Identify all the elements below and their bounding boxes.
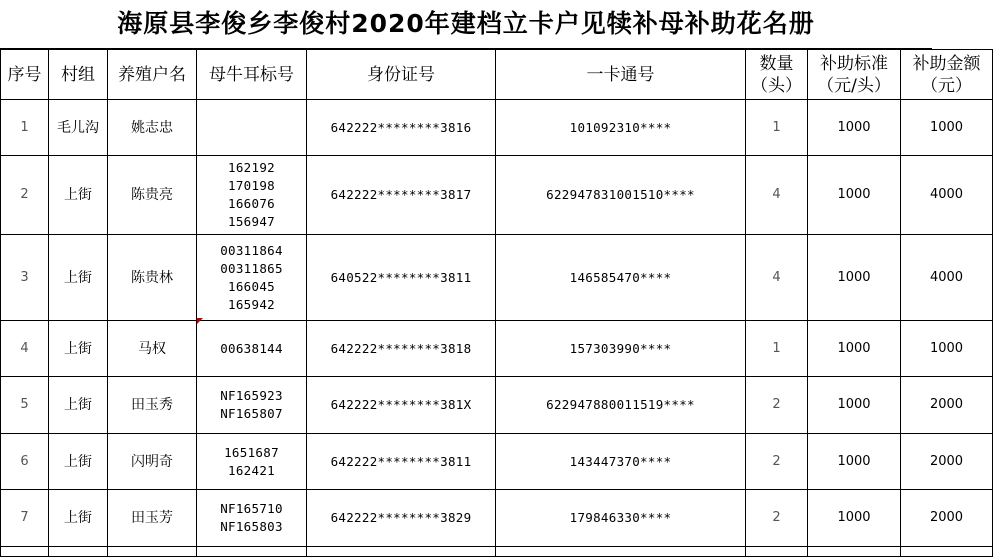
cell-seq[interactable]: 5 [1,377,49,434]
eartag-number: NF165710 [220,501,283,516]
cell-group[interactable]: 上街 [49,156,108,235]
header-amount-line1: 补助金额 [912,53,981,74]
cell-farmer[interactable]: 田玉秀 [108,377,197,434]
eartag-number: 1651687 [224,444,279,460]
cell-empty[interactable] [49,547,108,557]
cell-amount[interactable]: 2000 [901,490,993,547]
cell-eartag[interactable] [197,490,307,547]
table-body [1,100,993,557]
cell-idcard[interactable]: 640522********3811 [307,235,496,321]
header-eartag: 母牛耳标号 [197,50,307,100]
sheet-title: 海原县李俊乡李俊村2020年建档立卡户见犊补母补助花名册 [0,0,932,49]
cell-idcard[interactable]: 642222********3829 [307,490,496,547]
eartag-number: 166045 [228,278,275,294]
cell-amount[interactable]: 2000 [901,434,993,490]
cell-qty[interactable]: 1 [746,100,808,156]
header-std-line2: （元/头） [817,75,891,96]
eartag-number: 156947 [228,214,275,229]
cell-qty[interactable]: 2 [746,434,808,490]
cell-idcard[interactable]: 642222********3811 [307,434,496,490]
cell-eartag[interactable] [197,377,307,434]
cell-idcard[interactable]: 642222********3818 [307,321,496,377]
table-row [1,434,993,490]
table-row [1,377,993,434]
cell-idcard[interactable]: 642222********3817 [307,156,496,235]
cell-qty[interactable]: 4 [746,235,808,321]
cell-seq[interactable]: 1 [1,100,49,156]
cell-group[interactable]: 上街 [49,434,108,490]
eartag-number: 00638144 [220,340,283,356]
header-qty [746,50,808,100]
cell-farmer[interactable]: 陈贵林 [108,235,197,321]
table-row [1,100,993,156]
eartag-number: NF165923 [220,388,283,403]
cell-amount[interactable]: 4000 [901,235,993,321]
cell-qty[interactable]: 2 [746,377,808,434]
cell-qty[interactable]: 4 [746,156,808,235]
cell-qty[interactable]: 1 [746,321,808,377]
eartag-number: 00311864 [220,242,283,258]
cell-amount[interactable]: 2000 [901,377,993,434]
cell-eartag[interactable] [197,235,307,321]
header-card: 一卡通号 [496,50,746,100]
cell-idcard[interactable]: 642222********3816 [307,100,496,156]
header-row [1,50,993,100]
cell-std[interactable]: 1000 [808,377,901,434]
comment-marker-icon[interactable] [197,318,203,324]
cell-qty[interactable]: 2 [746,490,808,547]
cell-card[interactable]: 622947880011519**** [496,377,746,434]
cell-farmer[interactable]: 姚志忠 [108,100,197,156]
cell-card[interactable]: 179846330**** [496,490,746,547]
cell-std[interactable]: 1000 [808,156,901,235]
cell-eartag[interactable] [197,434,307,490]
cell-std[interactable]: 1000 [808,235,901,321]
header-std-line1: 补助标准 [820,53,888,74]
header-amount-line2: （元） [921,75,972,96]
cell-group[interactable]: 上街 [49,321,108,377]
cell-empty[interactable] [746,547,808,557]
cell-std[interactable]: 1000 [808,490,901,547]
cell-farmer[interactable]: 闪明奇 [108,434,197,490]
cell-empty[interactable] [808,547,901,557]
cell-empty[interactable] [496,547,746,557]
cell-card[interactable]: 101092310**** [496,100,746,156]
eartag-number: NF165803 [220,519,283,534]
table-row [1,321,993,377]
eartag-number: NF165807 [220,406,283,421]
header-std [808,50,901,100]
cell-seq[interactable]: 4 [1,321,49,377]
header-qty-line2: （头） [751,75,802,96]
cell-seq[interactable]: 7 [1,490,49,547]
cell-farmer[interactable]: 陈贵亮 [108,156,197,235]
cell-group[interactable]: 上街 [49,377,108,434]
header-amount [901,50,993,100]
table-row [1,235,993,321]
cell-std[interactable]: 1000 [808,100,901,156]
cell-group[interactable]: 上街 [49,490,108,547]
cell-card[interactable]: 143447370**** [496,434,746,490]
cell-empty[interactable] [108,547,197,557]
table-row [1,156,993,235]
cell-amount[interactable]: 1000 [901,321,993,377]
cell-group[interactable]: 上街 [49,235,108,321]
cell-farmer[interactable]: 田玉芳 [108,490,197,547]
cell-seq[interactable]: 6 [1,434,49,490]
eartag-number: 00311865 [220,260,283,276]
cell-empty[interactable] [901,547,993,557]
cell-group[interactable]: 毛儿沟 [49,100,108,156]
cell-seq[interactable]: 3 [1,235,49,321]
eartag-number: 170198 [228,178,275,193]
cell-std[interactable]: 1000 [808,321,901,377]
subsidy-table [0,49,993,557]
cell-eartag[interactable] [197,156,307,235]
cell-empty[interactable] [307,547,496,557]
header-seq: 序号 [1,50,49,100]
cell-empty[interactable] [197,547,307,557]
cell-seq[interactable]: 2 [1,156,49,235]
table-row-partial [1,547,993,557]
cell-card[interactable]: 146585470**** [496,235,746,321]
cell-empty[interactable] [1,547,49,557]
table-row [1,490,993,547]
eartag-number: 162192 [228,160,275,175]
cell-farmer[interactable]: 马权 [108,321,197,377]
cell-card[interactable]: 157303990**** [496,321,746,377]
cell-card[interactable]: 622947831001510**** [496,156,746,235]
cell-std[interactable]: 1000 [808,434,901,490]
cell-amount[interactable]: 4000 [901,156,993,235]
eartag-number: 165942 [228,296,275,312]
cell-idcard[interactable]: 642222********381X [307,377,496,434]
eartag-number: 166076 [228,196,275,211]
cell-amount[interactable]: 1000 [901,100,993,156]
header-farmer: 养殖户名 [108,50,197,100]
eartag-number: 162421 [228,462,275,478]
header-idcard: 身份证号 [307,50,496,100]
header-qty-line1: 数量 [759,53,794,74]
cell-eartag[interactable] [197,321,307,377]
cell-eartag[interactable] [197,100,307,156]
header-group: 村组 [49,50,108,100]
